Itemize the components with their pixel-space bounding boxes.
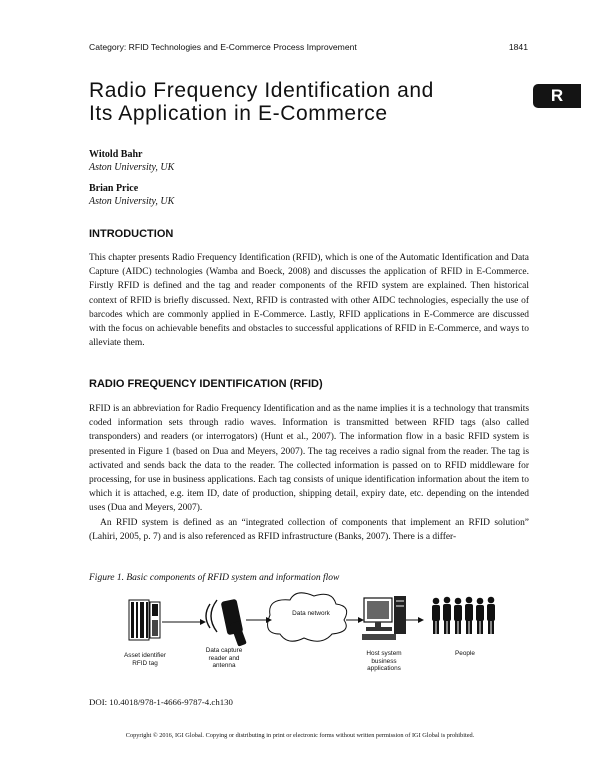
- author-name: Brian Price: [89, 183, 139, 194]
- author-affiliation: Aston University, UK: [89, 195, 175, 207]
- title-line-1: Radio Frequency Identification and: [89, 79, 434, 102]
- people-label: People: [455, 650, 475, 657]
- rfid-heading: RADIO FREQUENCY IDENTIFICATION (RFID): [89, 378, 323, 390]
- introduction-paragraph: This chapter presents Radio Frequency Identification (RFID), which is one of the Automatic Identification and Data Capture (AIDC) technologies (Wamba and Boeck, 2008) and discusses the application of RFID in E-Commerce. Firstly RFID is defined and the tag and reader components of the RFID system are explained. Then historical context of RFID is briefly discussed. Next, RFID is contrasted with other AIDC technologies, especially the use of barcodes which are commonly applied in E-Commerce. Lastly, RFID applications in E-Commerce are discussed with the focus on achievable benefits and obstacles to successful applications of RFID in E-Commerce, and ways to alleviate them.: [89, 253, 529, 349]
- author-2: [89, 183, 174, 208]
- rfid-paragraph-1: RFID is an abbreviation for Radio Frequency Identification and as the name implies it is a technology that transmits coded information sets through radio waves. Information is transmitted between RFID tags (also called transponders) and readers (or interrogators) (Hunt et al., 2007). The information flow in a basic RFID system is presented in Figure 1 (based on Dua and Meyers, 2007). The tag receives a radio signal from the reader. The tag is activated and sends back the data to the reader. The collected information is passed on to RFID middleware for processing, for use in business applications. Each tag consists of unique identification information about the item to which it is attached, e.g. item ID, date of production, shipping detail, expiry date, etc. depending on the intended uses (Dua and Meyers, 2007).: [89, 404, 529, 514]
- article-title: [89, 79, 509, 125]
- reader-antenna-icon: [206, 599, 247, 647]
- section-tab: R: [533, 84, 581, 108]
- introduction-heading: INTRODUCTION: [89, 228, 174, 240]
- cloud-label: Data network: [292, 610, 330, 617]
- doi-text: DOI: 10.4018/978-1-4666-9787-4.ch130: [89, 697, 233, 707]
- title-line-2: Its Application in E-Commerce: [89, 102, 388, 125]
- figure-caption: Figure 1. Basic components of RFID system and information flow: [89, 573, 340, 583]
- rfid-tag-icon: [129, 600, 160, 640]
- people-icon: [432, 597, 495, 634]
- reader-label: Data capture reader and antenna: [205, 647, 243, 669]
- category-text: Category: RFID Technologies and E-Commerce Process Improvement: [89, 42, 357, 52]
- author-name: Witold Bahr: [89, 149, 143, 160]
- tag-label: Asset identifier RFID tag: [124, 652, 166, 667]
- running-header: [89, 42, 528, 52]
- author-affiliation: Aston University, UK: [89, 161, 175, 173]
- copyright-notice: Copyright © 2016, IGI Global. Copying or distributing in print or electronic forms without written permission of IGI Global is prohibited.: [125, 732, 475, 739]
- host-label: Host system business applications: [366, 650, 402, 672]
- figure-1: [100, 590, 530, 685]
- rfid-paragraph-2: An RFID system is defined as an “integrated collection of components that implement an RFID solution” (Lahiri, 2005, p. 7) and is also referenced as RFID infrastructure (Banks, 2007). There is a differ-: [89, 518, 529, 543]
- author-1: [89, 149, 174, 174]
- page-number: 1841: [508, 42, 528, 52]
- figure-diagram: [100, 590, 530, 685]
- host-computer-icon: [362, 596, 406, 640]
